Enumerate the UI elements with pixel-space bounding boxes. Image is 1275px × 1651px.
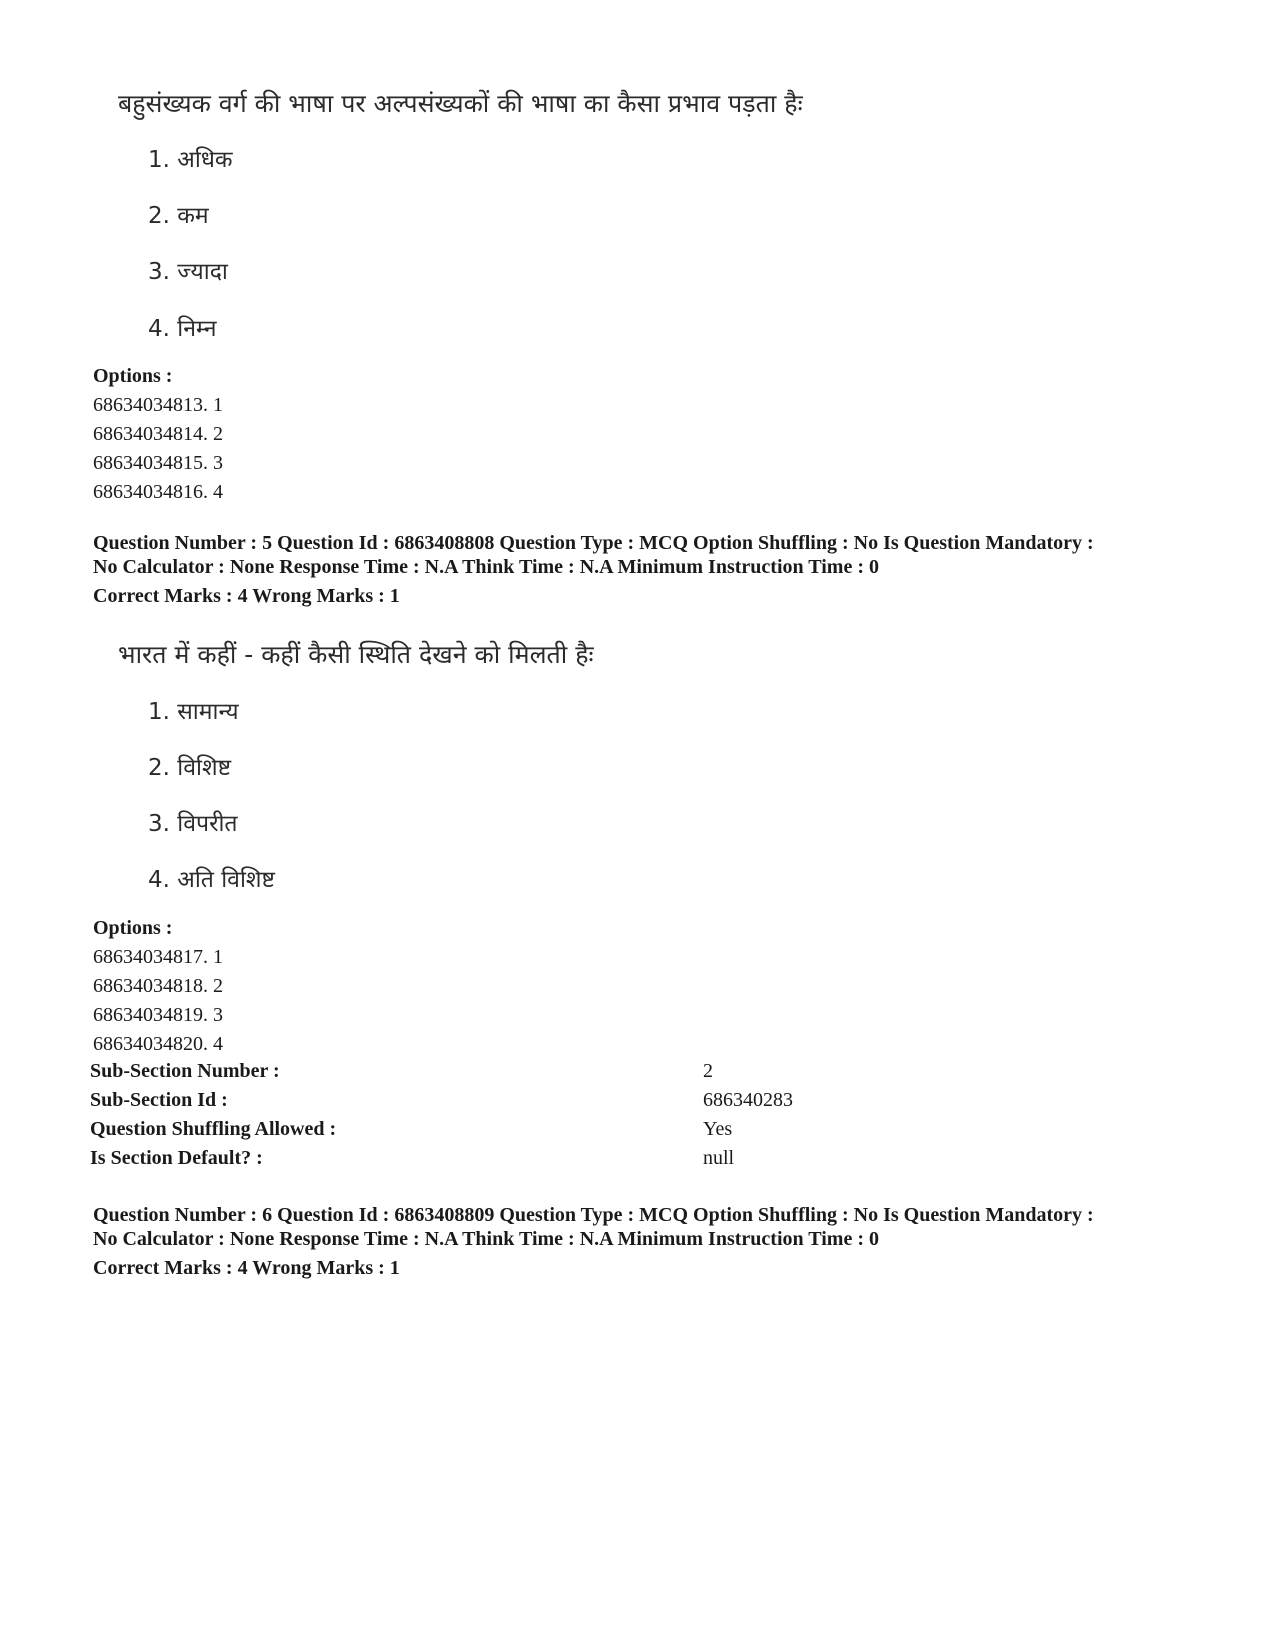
question-4-choice-4: 4. निम्न	[148, 316, 217, 342]
option-item: 68634034818. 2	[93, 975, 223, 997]
option-item: 68634034813. 1	[93, 394, 223, 416]
question-5-options	[93, 914, 223, 1059]
question-5-meta	[93, 531, 1094, 608]
subsection-value: 2	[703, 1060, 713, 1082]
subsection-label: Sub-Section Number :	[90, 1060, 280, 1082]
question-marks: Correct Marks : 4 Wrong Marks : 1	[93, 1257, 400, 1279]
question-4-choice-1: 1. अधिक	[148, 147, 233, 173]
subsection-label: Question Shuffling Allowed :	[90, 1118, 337, 1140]
question-4-stem: बहुसंख्यक वर्ग की भाषा पर अल्पसंख्यकों की भाषा का कैसा प्रभाव पड़ता हैः	[118, 89, 803, 118]
option-item: 68634034819. 3	[93, 1004, 223, 1026]
subsection-info	[90, 1057, 793, 1173]
subsection-value: 686340283	[703, 1089, 793, 1111]
subsection-row	[90, 1057, 790, 1086]
option-item: 68634034815. 3	[93, 452, 223, 474]
question-5-stem: भारत में कहीं - कहीं कैसी स्थिति देखने को मिलती हैः	[118, 640, 594, 669]
option-item: 68634034816. 4	[93, 481, 223, 503]
subsection-row	[90, 1086, 793, 1115]
question-marks: Correct Marks : 4 Wrong Marks : 1	[93, 585, 400, 607]
question-5-choice-4: 4. अति विशिष्ट	[148, 867, 275, 893]
option-item: 68634034820. 4	[93, 1033, 223, 1055]
question-5-choice-3: 3. विपरीत	[148, 811, 238, 837]
question-4-options	[93, 362, 223, 507]
question-meta-line: Question Number : 5 Question Id : 6863408808 Question Type : MCQ Option Shuffling : No Is Question Mandatory :	[93, 532, 1094, 554]
question-5-choice-1: 1. सामान्य	[148, 699, 239, 725]
subsection-value: null	[703, 1147, 735, 1169]
option-item: 68634034817. 1	[93, 946, 223, 968]
question-4-choice-2: 2. कम	[148, 203, 209, 229]
subsection-value: Yes	[703, 1118, 733, 1140]
question-6-meta	[93, 1203, 1094, 1280]
subsection-row	[90, 1115, 790, 1144]
question-meta-line: Question Number : 6 Question Id : 6863408809 Question Type : MCQ Option Shuffling : No Is Question Mandatory :	[93, 1204, 1094, 1226]
question-4-choice-3: 3. ज्यादा	[148, 259, 228, 285]
question-5-choice-2: 2. विशिष्ट	[148, 755, 232, 781]
options-title: Options :	[93, 365, 173, 387]
question-meta-line: No Calculator : None Response Time : N.A Think Time : N.A Minimum Instruction Time : 0	[93, 1228, 879, 1250]
subsection-label: Is Section Default? :	[90, 1147, 263, 1169]
subsection-row	[90, 1144, 790, 1173]
option-item: 68634034814. 2	[93, 423, 223, 445]
question-meta-line: No Calculator : None Response Time : N.A Think Time : N.A Minimum Instruction Time : 0	[93, 556, 879, 578]
subsection-label: Sub-Section Id :	[90, 1089, 228, 1111]
options-title: Options :	[93, 917, 173, 939]
